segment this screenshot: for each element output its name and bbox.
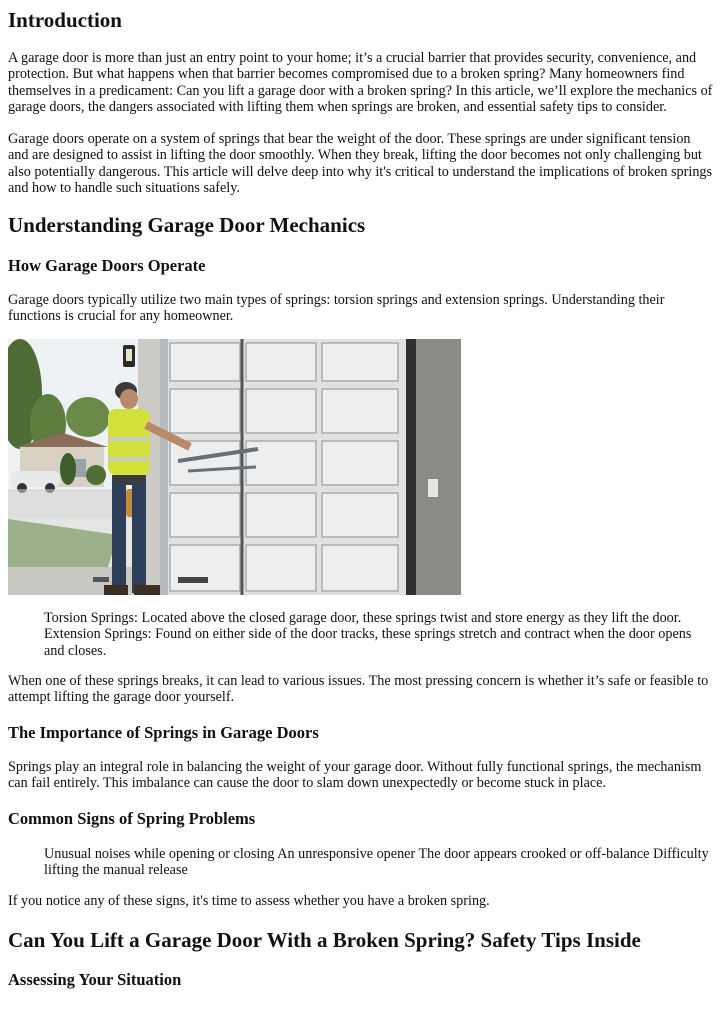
signs-list: Unusual noises while opening or closing An unresponsive opener The door appears crooked or off-balance Difficulty lifting the manual release <box>44 846 709 879</box>
operate-heading: How Garage Doors Operate <box>8 256 206 275</box>
intro-paragraph-2: Garage doors operate on a system of springs that bear the weight of the door. These springs are under significant tension and are designed to assist in lifting the door smoothly. When they break, lifting the door becomes not only challenging but also potentially dangerous. This article will delve deep into why it's critical to understand the implications of broken springs and how to handle such situations safely. <box>8 131 713 197</box>
signs-heading: Common Signs of Spring Problems <box>8 809 256 828</box>
mechanics-heading: Understanding Garage Door Mechanics <box>8 213 366 237</box>
importance-heading: The Importance of Springs in Garage Doors <box>8 723 319 742</box>
signs-paragraph: If you notice any of these signs, it's time to assess whether you have a broken spring. <box>8 893 490 909</box>
spring-types-list: Torsion Springs: Located above the closed garage door, these springs twist and store energy as they lift the door. Extension Springs: Found on either side of the door tracks, these springs stretch and contract when the door opens and closes. <box>44 610 692 659</box>
lift-heading: Can You Lift a Garage Door With a Broken Spring? Safety Tips Inside <box>8 928 641 952</box>
garage-door-repair-photo <box>8 339 461 595</box>
breaks-paragraph: When one of these springs breaks, it can lead to various issues. The most pressing concern is whether it’s safe or feasible to attempt lifting the garage door yourself. <box>8 673 709 706</box>
operate-paragraph: Garage doors typically utilize two main types of springs: torsion springs and extension springs. Understanding their functions is crucial for any homeowner. <box>8 292 665 325</box>
intro-heading: Introduction <box>8 8 122 32</box>
intro-paragraph-1: A garage door is more than just an entry point to your home; it’s a crucial barrier that provides security, convenience, and protection. But what happens when that barrier becomes compromised due to a broken spring? Many homeowners find themselves in a predicament: Can you lift a garage door with a broken spring? In this article, we’ll explore the mechanics of garage doors, the dangers associated with lifting them when springs are broken, and essential safety tips to consider. <box>8 50 713 116</box>
assess-heading: Assessing Your Situation <box>8 970 182 989</box>
importance-paragraph: Springs play an integral role in balancing the weight of your garage door. Without fully functional springs, the mechanism can fail entirely. This imbalance can cause the door to slam down unexpectedly or become stuck in place. <box>8 759 702 792</box>
